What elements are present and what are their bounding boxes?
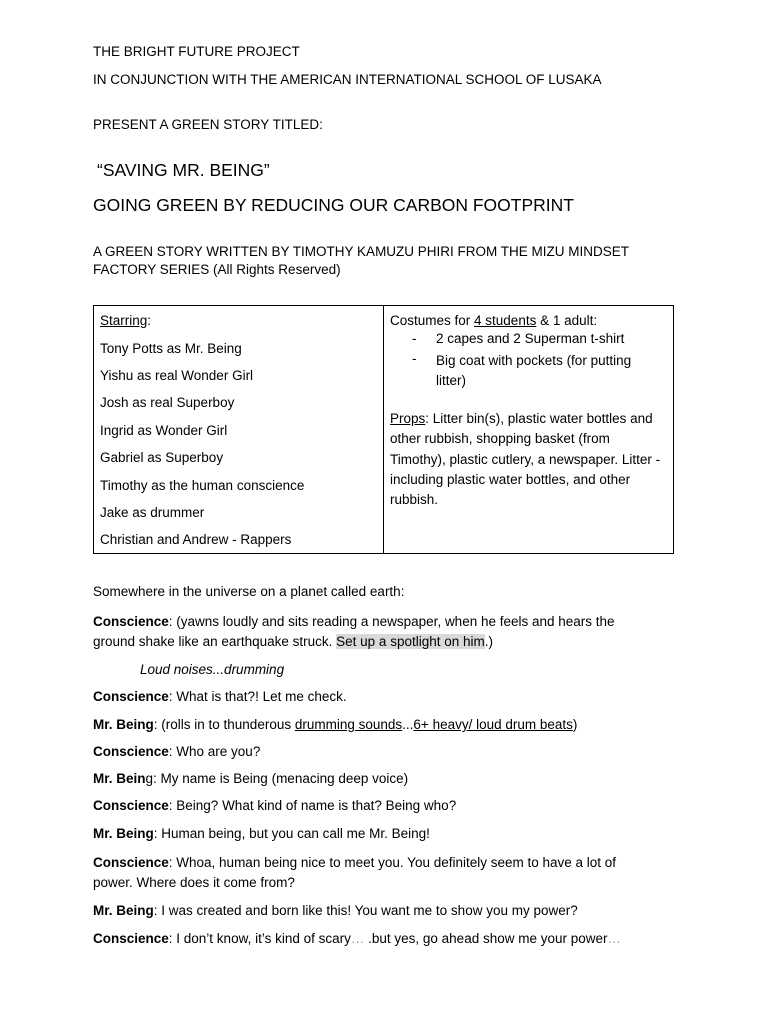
cast-member: Ingrid as Wonder Girl (100, 423, 228, 438)
header-line-3: PRESENT A GREEN STORY TITLED: (93, 117, 323, 132)
dialogue-line: Conscience: I don’t know, it’s kind of scary… .but yes, go ahead show me your power… (93, 931, 622, 946)
dialogue-line: Mr. Being: I was created and born like this! You want me to show you my power? (93, 903, 578, 918)
bullet: - (412, 331, 417, 346)
costumes-intro: Costumes for 4 students & 1 adult: (390, 313, 598, 328)
cast-table (93, 305, 674, 554)
stage-direction: Loud noises...drumming (140, 662, 285, 677)
cast-member: Timothy as the human conscience (100, 478, 305, 493)
cast-member: Gabriel as Superboy (100, 450, 224, 465)
starring-heading (100, 313, 151, 328)
speaker: Conscience (93, 744, 169, 759)
speaker: Mr. Being (93, 826, 154, 841)
speaker: Conscience (93, 855, 169, 870)
dialogue-line: Conscience: (yawns loudly and sits reading a newspaper, when he feels and hears the ground shake like an earthquake struck. Set up a spotlight on him.) (93, 614, 615, 649)
speaker: Conscience (93, 931, 169, 946)
header-line-1: THE BRIGHT FUTURE PROJECT (93, 44, 300, 59)
cast-member: Christian and Andrew - Rappers (100, 532, 292, 547)
props-text: Props: Litter bin(s), plastic water bottles and other rubbish, shopping basket (from Timothy), plastic cutlery, a newspaper. Litter - including plastic water bottles, and other rubbish. (390, 411, 661, 508)
dialogue-line: Conscience: Who are you? (93, 744, 261, 759)
starring-label: Starring (100, 313, 148, 328)
costume-item: 2 capes and 2 Superman t-shirt (436, 331, 625, 346)
cast-member: Tony Potts as Mr. Being (100, 341, 242, 356)
speaker: Conscience (93, 614, 169, 629)
dialogue-line: Conscience: Being? What kind of name is that? Being who? (93, 798, 457, 813)
speaker: Conscience (93, 798, 169, 813)
cast-member: Yishu as real Wonder Girl (100, 368, 254, 383)
speaker: Mr. Being (93, 903, 154, 918)
dialogue-line: Mr. Being: Human being, but you can call me Mr. Being! (93, 826, 430, 841)
cast-member: Josh as real Superboy (100, 395, 235, 410)
cast-member: Jake as drummer (100, 505, 205, 520)
speaker: Mr. Bein (93, 771, 146, 786)
ellipsis: … (607, 931, 622, 946)
dialogue-line: Conscience: What is that?! Let me check. (93, 689, 347, 704)
starring-colon: : (147, 313, 152, 328)
speaker: Conscience (93, 689, 169, 704)
byline: A GREEN STORY WRITTEN BY TIMOTHY KAMUZU PHIRI FROM THE MIZU MINDSET FACTORY SERIES (All Rights Reserved) (93, 244, 629, 277)
bullet: - (412, 351, 417, 366)
story-subtitle: GOING GREEN BY REDUCING OUR CARBON FOOTPRINT (93, 195, 574, 215)
speaker: Mr. Being (93, 717, 154, 732)
dialogue-line: Conscience: Whoa, human being nice to meet you. You definitely seem to have a lot of power. Where does it come from? (93, 855, 617, 890)
ellipsis: … (350, 931, 365, 946)
costume-item: Big coat with pockets (for putting litter) (436, 353, 632, 388)
dialogue-line: Mr. Being: (rolls in to thunderous drumming sounds...6+ heavy/ loud drum beats) (93, 717, 578, 732)
table-divider (383, 306, 384, 553)
props-label: Props (390, 411, 426, 426)
dialogue-line: Mr. Being: My name is Being (menacing deep voice) (93, 771, 409, 786)
scene-intro: Somewhere in the universe on a planet called earth: (93, 584, 405, 599)
story-title: “SAVING MR. BEING” (97, 160, 270, 180)
highlighted-direction: Set up a spotlight on him (336, 634, 485, 649)
header-line-2: IN CONJUNCTION WITH THE AMERICAN INTERNATIONAL SCHOOL OF LUSAKA (93, 72, 602, 87)
